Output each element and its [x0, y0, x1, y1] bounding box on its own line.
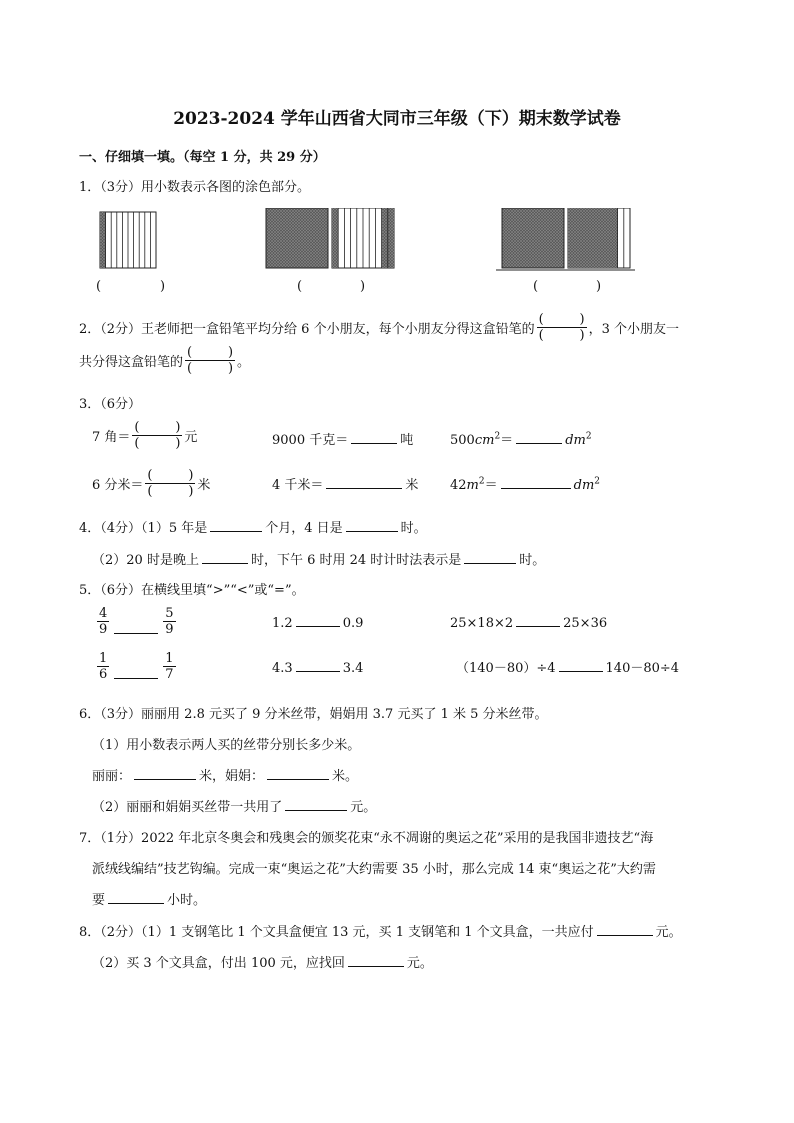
q5-e-left: 4.3	[272, 661, 293, 676]
fraction-blank[interactable]: ( ) ( )	[187, 345, 234, 376]
q5-b-right: 0.9	[342, 616, 364, 631]
answer-paren-2-right: )	[360, 279, 366, 294]
q5-item-f	[456, 657, 679, 676]
fraction-blank[interactable]: ( ) ( )	[134, 420, 181, 451]
q3-c-number: 500	[450, 433, 475, 448]
figure-2	[266, 208, 394, 268]
answer-blank[interactable]	[108, 889, 164, 904]
q3-c-result-exponent: 2	[585, 431, 592, 442]
q3-item-e	[272, 474, 418, 493]
fraction	[163, 607, 175, 636]
fraction-numerator: 1	[165, 651, 174, 666]
fraction-numerator: 5	[165, 606, 174, 621]
q3-item-d	[92, 469, 210, 498]
answer-blank[interactable]	[346, 517, 398, 532]
answer-blank[interactable]	[134, 765, 196, 780]
q3-d-label: 6 分米＝	[92, 478, 144, 493]
question-3-stem: 3．（6分）	[79, 397, 142, 412]
question-1-stem: 1．（3分）用小数表示各图的涂色部分。	[79, 180, 311, 195]
q3-d-unit: 米	[197, 478, 211, 493]
q3-c-equals: ＝	[500, 433, 514, 448]
q4-line1-b: 个月，4 日是	[265, 521, 343, 536]
q6-line-a: 丽丽：	[92, 769, 132, 784]
answer-blank[interactable]	[351, 429, 397, 444]
fraction-denominator: 9	[165, 622, 174, 637]
answer-paren-1-left: (	[96, 279, 102, 294]
fraction	[97, 652, 109, 681]
question-6-stem: 6．（3分）丽丽用 2.8 元买了 9 分米丝带，娟娟用 3.7 元买了 1 米 5 分米丝带。	[79, 707, 548, 722]
answer-blank[interactable]	[559, 657, 603, 672]
q5-c-right: 25×36	[563, 616, 608, 631]
q3-item-b	[272, 429, 413, 448]
answer-blank[interactable]	[326, 474, 402, 489]
fraction-denominator: 9	[99, 622, 108, 637]
question-7-line-1: 7．（1分）2022 年北京冬奥会和残奥会的颁奖花束“永不凋谢的奥运之花”采用的是我国非遗技艺“海	[79, 831, 654, 846]
question-2-stem-c: 共分得这盒铅笔的	[79, 355, 184, 370]
q3-e-label: 4 千米＝	[272, 478, 324, 493]
answer-blank[interactable]	[348, 952, 404, 967]
question-2-line-2	[79, 346, 250, 375]
q6-sub2-b: 元。	[350, 800, 377, 815]
answer-blank[interactable]	[296, 657, 340, 672]
question-4-line-1	[79, 517, 427, 536]
fraction-denominator: 6	[99, 667, 108, 682]
figure-1	[100, 212, 156, 268]
q7-line3-b: 小时。	[167, 893, 207, 908]
q3-b-unit: 吨	[400, 433, 414, 448]
q3-item-a	[92, 421, 197, 450]
fraction-numerator: 1	[99, 651, 108, 666]
question-8-line-1	[79, 921, 682, 940]
q3-a-unit: 元	[184, 430, 198, 445]
q3-c-unit: cm	[474, 433, 495, 448]
q5-item-d	[95, 652, 178, 681]
answer-blank[interactable]	[516, 612, 560, 627]
question-7-line-2: 派绒线编结”技艺钩编。完成一束“奥运之花”大约需要 35 小时，那么完成 14 束“奥运之花”大约需	[92, 862, 656, 877]
answer-paren-3-right: )	[596, 279, 602, 294]
fraction-denominator: 7	[165, 667, 174, 682]
q4-line2-b: 时，下午 6 时用 24 时计时法表示是	[250, 553, 462, 568]
question-2-stem-d: 。	[237, 355, 251, 370]
question-4-line-2	[92, 549, 545, 568]
q3-f-number: 42	[450, 478, 467, 493]
question-2-line-1	[79, 313, 679, 342]
q3-f-exponent: 2	[478, 476, 485, 487]
section-heading: 一、仔细填一填。（每空 1 分，共 29 分）	[79, 150, 326, 165]
q6-sub2-a: （2）丽丽和娟娟买丝带一共用了	[92, 800, 283, 815]
answer-paren-3-left: (	[533, 279, 539, 294]
fraction-blank[interactable]: ( ) ( )	[538, 312, 585, 343]
question-6-sub-1: （1）用小数表示两人买的丝带分别长多少米。	[92, 738, 361, 753]
q3-item-f	[450, 474, 600, 493]
q3-f-unit: m	[466, 478, 479, 493]
answer-blank[interactable]	[501, 474, 571, 489]
q5-item-b	[272, 612, 363, 631]
q3-f-equals: ＝	[484, 478, 498, 493]
q5-item-e	[272, 657, 363, 676]
q5-b-left: 1.2	[272, 616, 293, 631]
answer-blank[interactable]	[597, 921, 653, 936]
q3-b-label: 9000 千克＝	[272, 433, 349, 448]
q8-line2-a: （2）买 3 个文具盒，付出 100 元，应找回	[92, 956, 345, 971]
answer-blank[interactable]	[114, 664, 158, 679]
q3-e-unit: 米	[405, 478, 419, 493]
question-2-stem-b: ，3 个小朋友一	[588, 322, 679, 337]
q5-c-left: 25×18×2	[450, 616, 514, 631]
answer-paren-2-left: (	[297, 279, 303, 294]
q5-item-a	[95, 607, 178, 636]
q8-line2-b: 元。	[406, 956, 433, 971]
shaded-figures	[95, 208, 655, 272]
q5-e-right: 3.4	[342, 661, 364, 676]
question-6-line	[92, 765, 358, 784]
answer-blank[interactable]	[267, 765, 329, 780]
answer-paren-1-right: )	[160, 279, 166, 294]
fraction	[163, 652, 175, 681]
answer-blank[interactable]	[464, 549, 516, 564]
q8-line1-a: 8．（2分）（1）1 支钢笔比 1 个文具盒便宜 13 元，买 1 支钢笔和 1 个文具盒，一共应付	[79, 925, 594, 940]
answer-blank[interactable]	[516, 429, 562, 444]
question-2-stem-a: 2．（2分）王老师把一盒铅笔平均分给 6 个小朋友，每个小朋友分得这盒铅笔的	[79, 322, 535, 337]
q3-c-result-unit: dm	[565, 433, 586, 448]
q5-item-c	[450, 612, 607, 631]
question-6-sub-2	[92, 796, 376, 815]
answer-blank[interactable]	[114, 619, 158, 634]
answer-blank[interactable]	[210, 517, 262, 532]
answer-blank[interactable]	[285, 796, 347, 811]
q3-item-c	[450, 429, 592, 448]
q4-line2-a: （2）20 时是晚上	[92, 553, 199, 568]
question-8-line-2	[92, 952, 433, 971]
q3-c-exponent: 2	[494, 431, 501, 442]
q5-f-right: 140－80÷4	[605, 661, 680, 676]
fraction-numerator: 4	[99, 606, 108, 621]
answer-blank[interactable]	[202, 549, 248, 564]
q8-line1-b: 元。	[655, 925, 682, 940]
q6-line-b: 米，娟娟：	[199, 769, 265, 784]
fraction-blank[interactable]: ( ) ( )	[147, 468, 194, 499]
fraction	[97, 607, 109, 636]
q4-line1-a: 4．（4分）（1）5 年是	[79, 521, 208, 536]
q4-line1-c: 时。	[400, 521, 427, 536]
q4-line2-c: 时。	[519, 553, 546, 568]
answer-blank[interactable]	[296, 612, 340, 627]
q7-line3-a: 要	[92, 893, 106, 908]
q6-line-c: 米。	[332, 769, 359, 784]
q3-f-result-exponent: 2	[594, 476, 601, 487]
figure-3	[496, 208, 635, 270]
question-5-stem: 5．（6分）在横线里填“>”“<”或“=”。	[79, 583, 305, 598]
q3-f-result-unit: dm	[573, 478, 595, 493]
q3-a-label: 7 角＝	[92, 430, 131, 445]
question-7-line-3	[92, 889, 206, 908]
page-title: 2023-2024 学年山西省大同市三年级（下）期末数学试卷	[173, 109, 621, 129]
q5-f-left: （140－80）÷4	[456, 661, 556, 676]
